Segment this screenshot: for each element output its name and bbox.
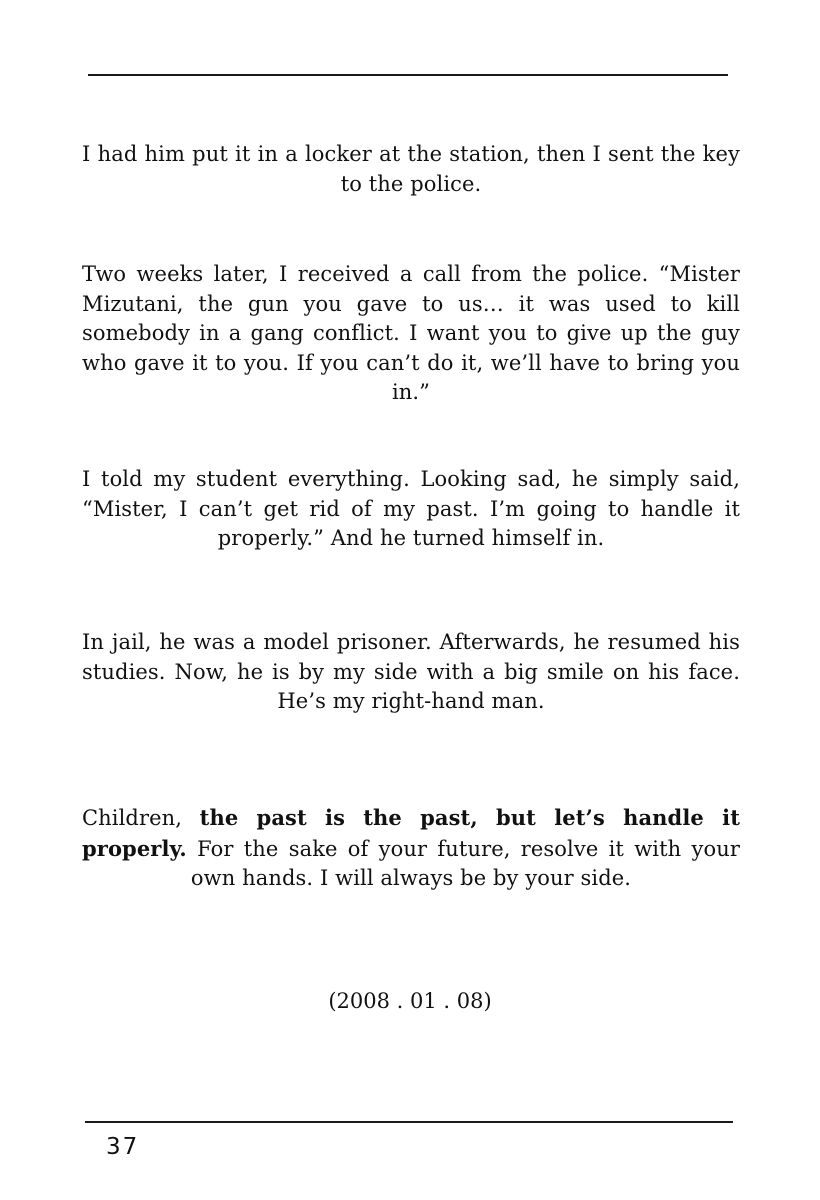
paragraph-locker: I had him put it in a locker at the station, then I sent the key to the police. xyxy=(82,142,740,196)
closing-lead-text: Children, xyxy=(82,806,200,830)
paragraph-police-call: Two weeks later, I received a call from the police. “Mister Mizutani, the gun you gave to us… it was used to kill somebody in a gang conflict. I want you to give up the guy who gave it to you. If you can’t do it, we’ll have to bring you in.” xyxy=(82,262,740,404)
page-number: 37 xyxy=(106,1134,140,1160)
closing-emphasis-text: the past is the past, but let’s handle it properly. xyxy=(82,805,741,861)
paragraph-closing-message xyxy=(82,803,740,894)
bottom-divider-rule xyxy=(85,1121,733,1123)
top-divider-rule xyxy=(88,74,728,76)
closing-tail-text: For the sake of your future, resolve it with your own hands. I will always be by your side. xyxy=(186,836,740,890)
paragraph-turned-in: I told my student everything. Looking sad, he simply said, “Mister, I can’t get rid of my past. I’m going to handle it properly.” And he turned himself in. xyxy=(82,467,740,550)
entry-date: (2008 . 01 . 08) xyxy=(328,989,492,1013)
paragraph-model-prisoner: In jail, he was a model prisoner. Afterwards, he resumed his studies. Now, he is by my side with a big smile on his face. He’s my right-hand man. xyxy=(82,630,740,713)
